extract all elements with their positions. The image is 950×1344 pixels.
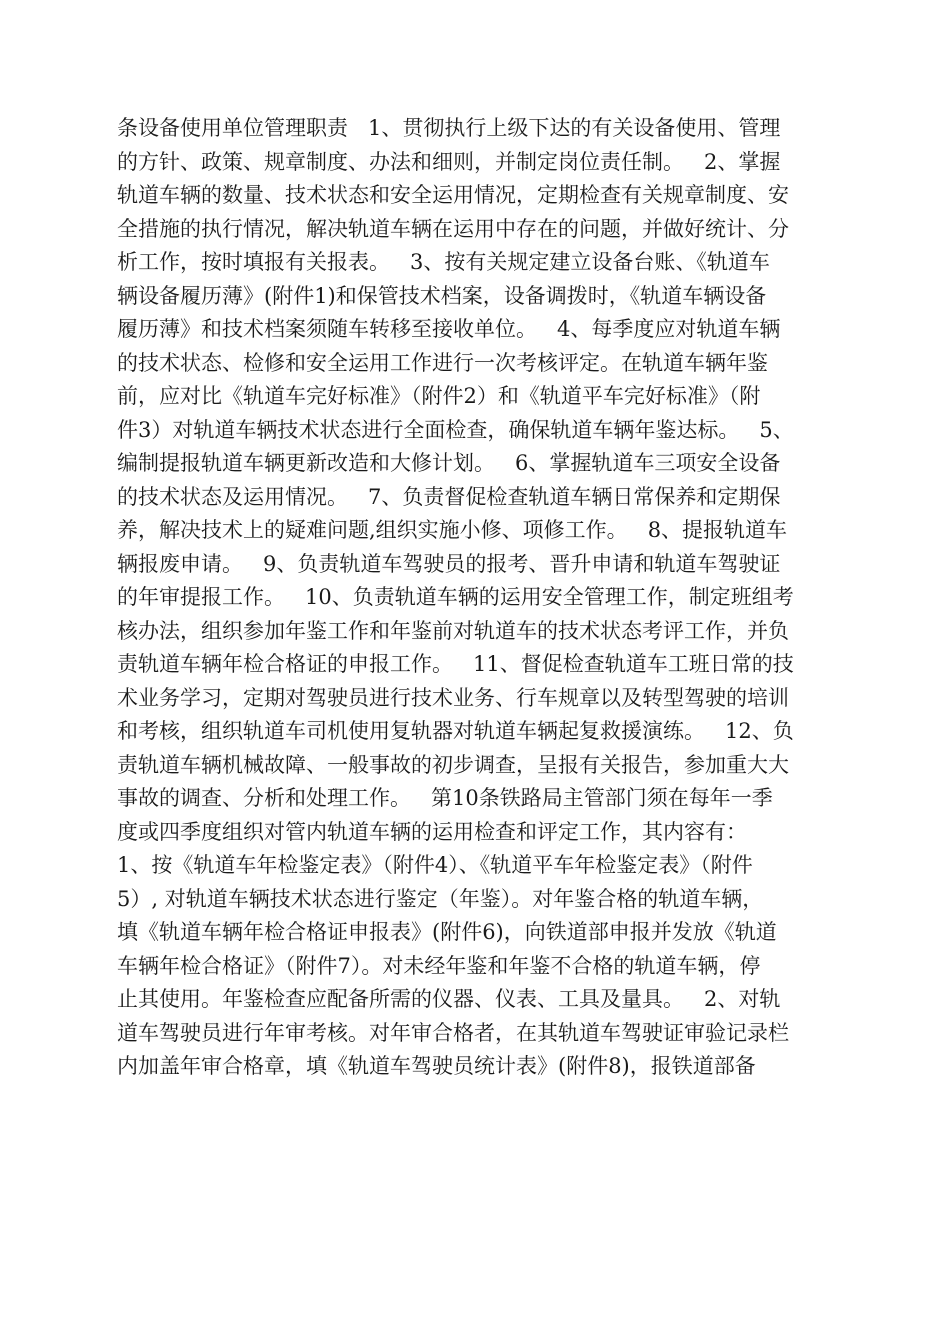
text-line: 全措施的执行情况，解决轨道车辆在运用中存在的问题，并做好统计、分 — [117, 216, 789, 241]
text-line: 养，解决技术上的疑难问题,组织实施小修、项修工作。 8、提报轨道车 — [117, 518, 788, 542]
text-line: 辆设备履历薄》(附件1)和保管技术档案，设备调拨时，《轨道车辆设备 — [117, 283, 767, 308]
text-line: 5）, 对轨道车辆技术状态进行鉴定（年鉴）。对年鉴合格的轨道车辆， — [117, 886, 764, 911]
body-text — [117, 112, 847, 1084]
text-line: 责轨道车辆机械故障、一般事故的初步调查，呈报有关报告，参加重大大 — [117, 752, 789, 777]
text-line: 前，应对比《轨道车完好标准》（附件2）和《轨道平车完好标准》（附 — [117, 384, 761, 408]
text-line: 履历薄》和技术档案须随车转移至接收单位。 4、每季度应对轨道车辆 — [117, 317, 781, 341]
text-line: 的技术状态、检修和安全运用工作进行一次考核评定。在轨道车辆年鉴 — [117, 350, 768, 375]
text-line: 编制提报轨道车辆更新改造和大修计划。 6、掌握轨道车三项安全设备 — [117, 451, 781, 475]
text-line: 道车驾驶员进行年审考核。对年审合格者，在其轨道车驾驶证审验记录栏 — [117, 1020, 789, 1045]
text-line: 度或四季度组织对管内轨道车辆的运用检查和评定工作，其内容有： — [117, 819, 747, 844]
text-line: 的技术状态及运用情况。 7、负责督促检查轨道车辆日常保养和定期保 — [117, 484, 781, 509]
text-line: 轨道车辆的数量、技术状态和安全运用情况，定期检查有关规章制度、安 — [117, 183, 789, 207]
text-line: 车辆年检合格证》（附件7）。对未经年鉴和年鉴不合格的轨道车辆，停 — [117, 953, 761, 978]
text-line: 填《轨道车辆年检合格证申报表》(附件6)，向铁道部申报并发放《轨道 — [117, 920, 777, 944]
text-line: 件3）对轨道车辆技术状态进行全面检查，确保轨道车辆年鉴达标。 5、 — [117, 417, 794, 442]
text-line: 和考核，组织轨道车司机使用复轨器对轨道车辆起复救援演练。 12、负 — [117, 719, 794, 743]
text-line: 责轨道车辆年检合格证的申报工作。 11、督促检查轨道车工班日常的技 — [117, 652, 794, 676]
text-line: 条设备使用单位管理职责 1、贯彻执行上级下达的有关设备使用、管理 — [117, 116, 781, 140]
text-line: 的年审提报工作。 10、负责轨道车辆的运用安全管理工作，制定班组考 — [117, 585, 794, 609]
text-line: 术业务学习，定期对驾驶员进行技术业务、行车规章以及转型驾驶的培训 — [117, 685, 789, 710]
text-line: 事故的调查、分析和处理工作。 第10条铁路局主管部门须在每年一季 — [117, 786, 773, 810]
text-line: 的方针、政策、规章制度、办法和细则，并制定岗位责任制。 2、掌握 — [117, 149, 781, 174]
text-line: 1、按《轨道车年检鉴定表》（附件4）、《轨道平车年检鉴定表》（附件 — [117, 853, 753, 877]
text-line: 辆报废申请。 9、负责轨道车驾驶员的报考、晋升申请和轨道车驾驶证 — [117, 551, 781, 576]
text-line: 止其使用。年鉴检查应配备所需的仪器、仪表、工具及量具。 2、对轨 — [117, 987, 781, 1011]
text-line: 析工作，按时填报有关报表。 3、按有关规定建立设备台账、《轨道车 — [117, 250, 770, 274]
text-line: 核办法，组织参加年鉴工作和年鉴前对轨道车的技术状态考评工作，并负 — [117, 618, 789, 643]
text-line: 内加盖年审合格章，填《轨道车驾驶员统计表》(附件8)，报铁道部备 — [117, 1054, 756, 1078]
